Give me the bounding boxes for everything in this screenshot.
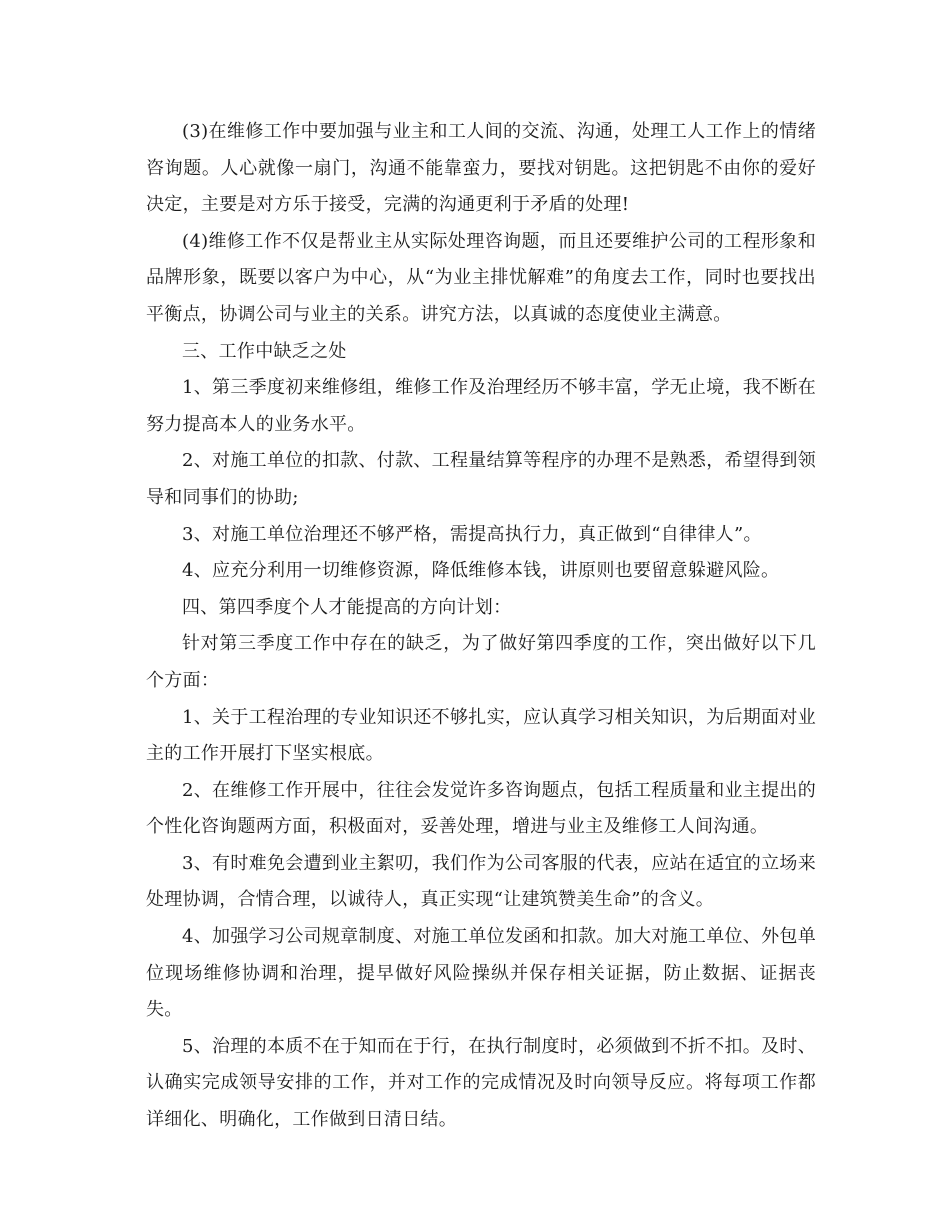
paragraph-plan-5: 5、治理的本质不在于知而在于行，在执行制度时，必须做到不折不扣。及时、认确实完成领导安排的工作，并对工作的完成情况及时向领导反应。将每项工作都详细化、明确化，工作做到日清日结。 bbox=[146, 1035, 816, 1131]
paragraph-q4-intro: 针对第三季度工作中存在的缺乏，为了做好第四季度的工作，突出做好以下几个方面： bbox=[146, 633, 816, 691]
paragraph-plan-4: 4、加强学习公司规章制度、对施工单位发函和扣款。加大对施工单位、外包单位现场维修协调和治理，提早做好风险操纵并保存相关证据，防止数据、证据丧失。 bbox=[146, 926, 816, 1021]
section-heading-q4-plan: 四、第四季度个人才能提高的方向计划： bbox=[182, 596, 512, 618]
section-heading-shortcomings: 三、工作中缺乏之处 bbox=[182, 340, 347, 362]
paragraph-shortcoming-1: 1、第三季度初来维修组，维修工作及治理经历不够丰富，学无止境，我不断在努力提高本人的业务水平。 bbox=[146, 377, 816, 435]
paragraph-shortcoming-3: 3、对施工单位治理还不够严格，需提高执行力，真正做到“自律律人”。 bbox=[182, 523, 762, 545]
paragraph-maintenance-communication: (3)在维修工作中要加强与业主和工人间的交流、沟通，处理工人工作上的情绪咨询题。人心就像一扇门，沟通不能靠蛮力，要找对钥匙。这把钥匙不由你的爱好决定，主要是对方乐于接受，完满的沟通更利于矛盾的处理! bbox=[146, 121, 816, 216]
paragraph-plan-2: 2、在维修工作开展中，往往会发觉许多咨询题点，包括工程质量和业主提出的个性化咨询题两方面，积极面对，妥善处理，增进与业主及维修工人间沟通。 bbox=[146, 779, 816, 838]
paragraph-maintenance-brand-image: (4)维修工作不仅是帮业主从实际处理咨询题，而且还要维护公司的工程形象和品牌形象，既要以客户为中心，从“为业主排忧解难”的角度去工作，同时也要找出平衡点，协调公司与业主的关系。讲究方法，以真诚的态度使业主满意。 bbox=[146, 230, 816, 325]
paragraph-shortcoming-2: 2、对施工单位的扣款、付款、工程量结算等程序的办理不是熟悉，希望得到领导和同事们的协助; bbox=[146, 450, 816, 508]
paragraph-plan-1: 1、关于工程治理的专业知识还不够扎实，应认真学习相关知识，为后期面对业主的工作开展打下坚实根底。 bbox=[146, 706, 816, 765]
document-body bbox=[146, 114, 816, 1139]
paragraph-plan-3: 3、有时难免会遭到业主絮叨，我们作为公司客服的代表，应站在适宜的立场来处理协调，合情合理，以诚待人，真正实现“让建筑赞美生命”的含义。 bbox=[146, 852, 816, 911]
paragraph-shortcoming-4: 4、应充分利用一切维修资源，降低维修本钱，讲原则也要留意躲避风险。 bbox=[182, 560, 780, 582]
